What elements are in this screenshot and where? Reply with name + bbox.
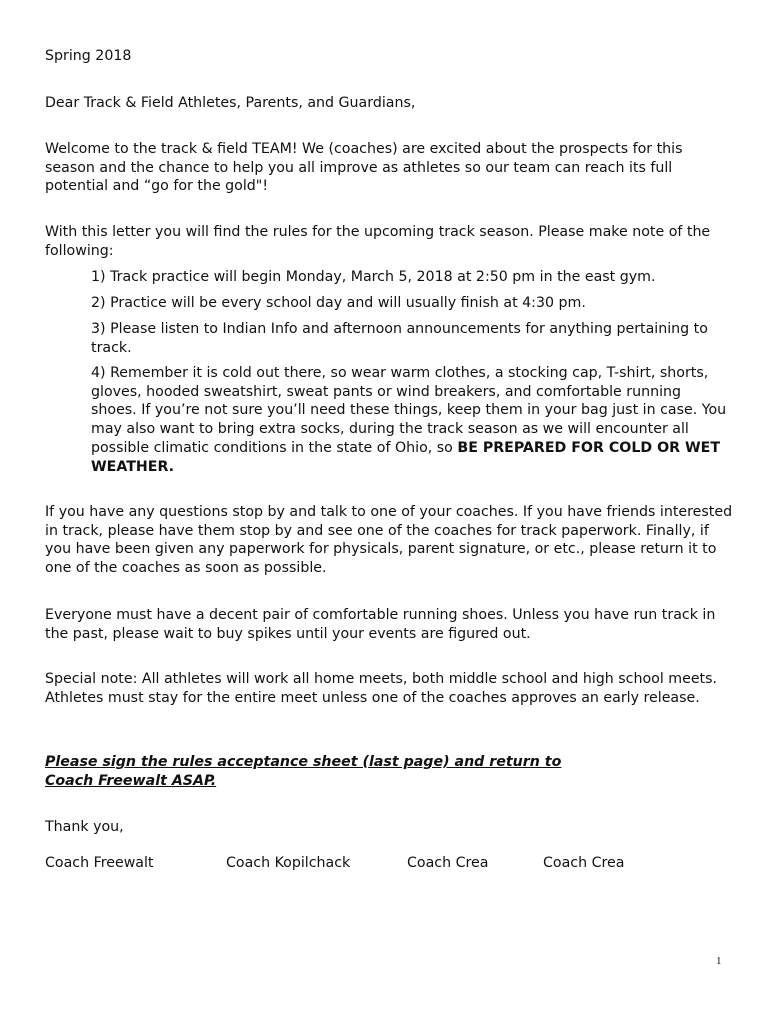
intro-paragraph: Welcome to the track & field TEAM! We (coaches) are excited about the prospects for this season and the chance to help you all improve as athletes so our team can reach its full potential and “go for the gold"! (45, 141, 683, 195)
rule-item-3: 3) Please listen to Indian Info and afternoon announcements for anything pertaining to track. (91, 321, 708, 356)
rule-item-4 (91, 364, 731, 476)
closing: Thank you, (45, 819, 124, 835)
signature-coach-2: Coach Kopilchack (226, 855, 351, 871)
rule-item-2: 2) Practice will be every school day and will usually finish at 4:30 pm. (91, 295, 586, 311)
greeting: Dear Track & Field Athletes, Parents, and Guardians, (45, 95, 416, 111)
rule-item-4-text: 4) Remember it is cold out there, so wear warm clothes, a stocking cap, T-shirt, shorts, gloves, hooded sweatshirt, sweat pants or wind breakers, and comfortable running shoes. If you’re not sure you’ll need these things, keep them in your bag just in case. You may also want to bring extra socks, during the track season as we will encounter all possible climatic conditions in the state of Ohio, so (91, 365, 727, 456)
page-number: 1 (716, 955, 722, 967)
special-note-paragraph: Special note: All athletes will work all home meets, both middle school and high school meets. Athletes must stay for the entire meet unless one of the coaches approves an early release. (45, 671, 718, 706)
signature-coach-3: Coach Crea (407, 855, 489, 871)
rule-item-4-bold: BE PREPARED FOR COLD OR WET WEATHER. (91, 439, 721, 475)
signature-coach-1: Coach Freewalt (45, 855, 154, 871)
sign-instruction-line-2: Coach Freewalt ASAP. (45, 772, 217, 789)
rules-intro-paragraph: With this letter you will find the rules for the upcoming track season. Please make note of the following: (45, 224, 711, 259)
sign-instruction (45, 753, 735, 790)
season-line: Spring 2018 (45, 48, 132, 64)
signature-coach-4: Coach Crea (543, 855, 625, 871)
sign-instruction-line-1: Please sign the rules acceptance sheet (last page) and return to (45, 754, 562, 770)
shoes-paragraph: Everyone must have a decent pair of comfortable running shoes. Unless you have run track in the past, please wait to buy spikes until your events are figured out. (45, 607, 716, 642)
questions-paragraph: If you have any questions stop by and talk to one of your coaches. If you have friends interested in track, please have them stop by and see one of the coaches for track paperwork. Finally, if you have been given any paperwork for physicals, parent signature, or etc., please return it to one of the coaches as soon as possible. (45, 504, 733, 577)
rule-item-1: 1) Track practice will begin Monday, March 5, 2018 at 2:50 pm in the east gym. (91, 269, 656, 285)
